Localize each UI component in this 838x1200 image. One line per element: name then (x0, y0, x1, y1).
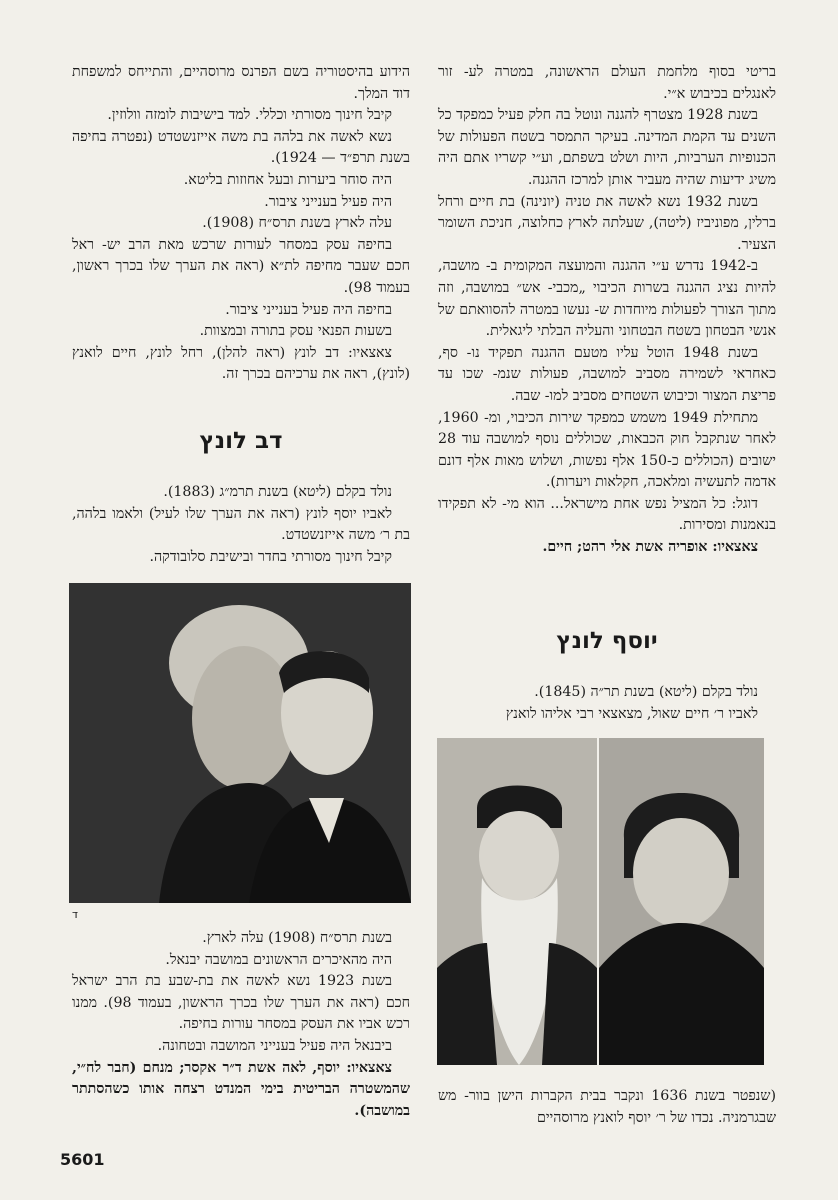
portrait-woman (599, 738, 764, 1065)
left-column-text (72, 62, 410, 386)
yosef-intro (438, 682, 776, 725)
dov-intro (72, 482, 410, 568)
paragraph: בשנת 1923 נשא לאשה את בת-שבע בת הרב ישראל חכם (ראה את הערך שלו בכרך הראשון, בעמוד 98). ממנו רכש אביו את העסק במסחר עורות בחיפה. (72, 973, 411, 1033)
descendants-line: צאצאיו: אופריה אשת אלי רהט; חיים. (542, 539, 758, 556)
portrait-bearded-man (437, 738, 597, 1065)
paragraph: בחיפה עסק במסחר לעורות שרכש מאת הרב יש- ראל חכם שעבר מחיפה לת״א (ראה את הערך שלו בכרך ראשון, בעמוד 98). (72, 236, 410, 296)
paragraph: בשעות הפנאי עסק בתורה ובמצוות. (199, 323, 392, 340)
paragraph: בחיפה היה פעיל בענייני ציבור. (225, 301, 392, 318)
page-number: 5601 (60, 1150, 105, 1169)
paragraph: לאביו יוסף לונץ (ראה את הערך שלו לעיל) ולאמו בלהה, בת ר׳ משה אייזנשטדט. (72, 505, 410, 544)
paragraph: בשנת 1948 הוטל עליו מטעם ההגנה תפקיד נו- סף, כאחראי לשמירה מסביב למושבה, פעולות שנמ- שכו עד פריצת המצור וכיבוש השטחים מסביב למו- שבה. (438, 344, 776, 404)
paragraph: עלה לארץ בשנת תרס״ח (1908). (202, 215, 392, 232)
paragraph: (שנפטר בשנת 1636 ונקבר בבית הקברות הישן בוור- מש שבגרמניה. נכדו של ר׳ יוסף לואנץ מרוסהיים (438, 1088, 776, 1126)
section-heading-yosef-luntz: יוסף לונץ (556, 628, 658, 654)
paragraph: ביבנאל היה פעיל בענייני המושבה ובטחונה. (157, 1037, 392, 1054)
paragraph: נולד בקלם (ליטא) בשנת תר״ה (1845). (534, 684, 758, 700)
paragraph: בשנת 1928 מצטרף להגנה ונוטל בה חלק פעיל כמפקד כל השנים עד הקמת המדינה. בעיקר התמסר בשטח הפעולות של הכנופיות הערביות, היות ושלט בשפתם, וע״י קשריו אתם היה משיג ידיעות שהיה מעביר אותן למרכז ההגנה. (438, 107, 776, 188)
dov-biography (72, 928, 410, 1122)
right-column-text (438, 62, 776, 559)
paragraph: קיבל חינוך מסורתי וכללי. למד בישיבות לומזה וולוזין. (107, 107, 392, 124)
paragraph: דוגל: כל המציל נפש אחת מישראל... הוא מי- לא תפקידו בנאמנות ומסירות. (438, 495, 776, 534)
paragraph: מתחילת 1949 משמש כמפקד שירות הכיבוי, ומ- 1960, לאחר שנתקבל חוק הכבאות, שכוללים נוסף למושבה עוד 28 ישובים (הכוללים כ-150 אלף נפשות, ושלוש מאות אלף דונם אדמה לתעשיה ומלאכה, חקלאות ויערות). (438, 409, 776, 491)
paragraph: בריטי בסוף מלחמת העולם הראשונה, במטרה לע- זור לאנגלים בכיבוש א״י. (438, 64, 776, 102)
paragraph: נולד בקלם (ליטא) בשנת תרמ״ג (1883). (163, 484, 392, 500)
section-heading-dov-luntz: דב לונץ (199, 428, 283, 454)
paragraph: לאביו ר׳ חיים שאול, מצאצאי רבי אליהו לואנץ (505, 705, 758, 722)
photo-credit-mark: ד (72, 908, 79, 921)
paragraph: היה סוחר ביערות ובעל אחוזות בליטא. (183, 171, 392, 188)
descendants-line: צאצאיו: יוסף, לאה אשת ד״ר אקסר; מנחם (חבר לח״י, שהמשטרה הבריטית בימי המנדט רצחה אותו כשהסתתר במושבה). (72, 1059, 410, 1119)
paragraph: ב-1942 נדרש ע״י ההגנה והמועצה המקומית ב- מושבה, להיות נציג ההגנה בשרות הכיבוי „מכבי- אש״ במושבה, וזה מתוך הצורך לפעולות מיוחדות ש- נעשו במטרה להסוואתם של אנשי הבטחון בשטח הבטחוני והעליה הבלתי ליגאלית. (438, 258, 776, 340)
descendants-line: צאצאיו: דב לונץ (ראה להלן), רחל לונץ, חיים לואנץ (לונץ), ראה את ערכיהם בכרך זה. (72, 344, 410, 383)
paragraph: נשא לאשה את בלהה בת משה אייזנשטדט (נפטרה בחיפה בשנת תרפ״ד — 1924). (72, 128, 410, 167)
paragraph: בשנת 1932 נשא לאשה את טניה (יונינה) בת חיים ורחל ברלין, מפוניביז (ליטה), שעלתה לארץ כחלוצה, חניכת השומר הצעיר. (438, 193, 776, 253)
yosef-biography (438, 1086, 776, 1129)
paragraph: בשנת תרס״ח (1908) עלה לארץ. (202, 930, 392, 946)
paragraph: היה מהאיכרים הראשונים במושבה יבנאל. (165, 951, 392, 968)
paragraph: הידוע בהיסטוריה בשם הפרנס מרוסהיים, והתייחס למשפחת דוד המלך. (72, 64, 410, 102)
paragraph: היה פעיל בענייני ציבור. (264, 193, 392, 210)
paragraph: קיבל חינוך מסורתי בחדר ובישיבת סלובודקה. (149, 548, 392, 565)
couple-photograph (69, 583, 411, 903)
